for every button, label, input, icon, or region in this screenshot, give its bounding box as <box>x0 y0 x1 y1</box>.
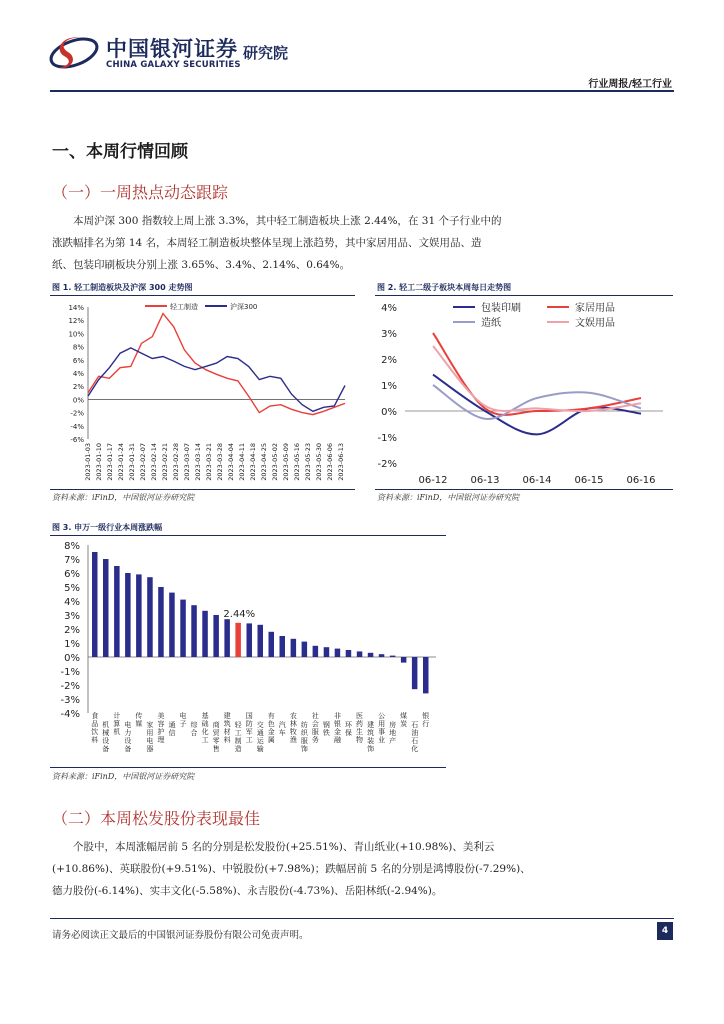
bar <box>368 653 374 657</box>
x-tick-label: 综合 <box>190 721 198 737</box>
figure2-top-rule <box>375 295 673 296</box>
y-tick-label: 3% <box>381 329 397 340</box>
x-tick-label: 2023-03-07 <box>183 443 191 481</box>
x-tick-label: 建筑装饰 <box>367 721 375 753</box>
figure1-top-rule <box>50 295 355 296</box>
legend-label: 沪深300 <box>230 303 258 311</box>
paragraph-line: (+10.86%)、英联股份(+9.51%)、中锐股份(+7.98%)；跌幅居前 5 名的分别是鸿博股份(-7.29%)、 <box>52 863 531 875</box>
x-tick-label: 社会服务 <box>311 712 319 744</box>
x-tick-label: 石油石化 <box>411 721 419 753</box>
y-tick-label: 1% <box>381 381 397 392</box>
y-tick-label: 2% <box>72 383 84 392</box>
x-tick-label: 2023-03-14 <box>194 443 202 481</box>
x-tick-label: 2023-01-03 <box>84 443 92 481</box>
legend-label: 造纸 <box>481 318 501 329</box>
figure2-chart <box>375 297 673 487</box>
x-tick-label: 非银金融 <box>333 712 341 744</box>
bar <box>158 587 164 657</box>
x-tick-label: 传媒 <box>135 712 143 728</box>
legend-label: 家居用品 <box>575 303 615 314</box>
x-tick-label: 钢铁 <box>322 721 330 737</box>
paragraph-line: 本周沪深 300 指数较上周上涨 3.3%，其中轻工制造板块上涨 2.44%，在 31 个子行业中的 <box>73 215 502 227</box>
y-tick-label: 6% <box>72 356 84 365</box>
x-tick-label: 商贸零售 <box>212 721 220 753</box>
y-tick-label: 1% <box>64 639 80 650</box>
bar <box>313 646 319 657</box>
y-tick-label: -2% <box>377 459 397 470</box>
x-tick-label: 电力设备 <box>124 721 132 753</box>
x-tick-label: 2023-03-28 <box>216 443 224 481</box>
x-tick-label: 2023-06-06 <box>326 443 334 481</box>
x-tick-label: 2023-04-18 <box>249 443 257 481</box>
x-tick-label: 基础化工 <box>201 712 209 744</box>
bar <box>125 573 131 657</box>
bar <box>269 632 275 657</box>
paragraph-line: 德力股份(-6.14%)、实丰文化(-5.58%)、永吉股份(-4.73%)、岳阳林纸(-2.94%)。 <box>52 885 443 897</box>
x-tick-label: 2023-04-04 <box>227 443 235 481</box>
bar <box>291 639 297 657</box>
figure1-chart <box>50 297 355 487</box>
y-tick-label: 5% <box>64 583 80 594</box>
bar <box>114 566 120 657</box>
figure1-bottom-rule <box>50 489 355 490</box>
x-tick-label: 06-12 <box>418 475 448 486</box>
x-tick-label: 通信 <box>168 721 176 737</box>
series-line <box>88 348 345 411</box>
y-tick-label: -4% <box>70 422 84 431</box>
y-tick-label: 4% <box>64 597 80 608</box>
x-tick-label: 美容护理 <box>157 712 165 744</box>
x-tick-label: 06-16 <box>626 475 656 486</box>
y-tick-label: 0% <box>381 407 397 418</box>
x-tick-label: 轻工制造 <box>234 721 242 753</box>
bar <box>390 656 396 657</box>
y-tick-label: -1% <box>377 433 397 444</box>
legend-label: 轻工制造 <box>170 303 198 311</box>
company-logo <box>48 32 100 74</box>
bar <box>180 600 186 657</box>
x-tick-label: 公用事业 <box>378 712 386 744</box>
paragraph-line: 个股中，本周涨幅居前 5 名的分别是松发股份(+25.51%)、青山纸业(+10.98%)、美利云 <box>73 841 495 853</box>
x-tick-label: 农林牧渔 <box>289 712 297 744</box>
x-tick-label: 煤炭 <box>400 712 408 728</box>
x-tick-label: 06-15 <box>574 475 604 486</box>
x-tick-label: 计算机 <box>113 712 121 736</box>
footer-disclaimer: 请务必阅读正文最后的中国银河证券股份有限公司免责声明。 <box>52 930 309 941</box>
bar <box>147 577 153 657</box>
x-tick-label: 2023-04-11 <box>238 443 246 481</box>
x-tick-label: 2023-05-23 <box>304 443 312 481</box>
figure3-bottom-rule <box>50 767 446 768</box>
bar <box>346 650 352 657</box>
bar <box>169 593 175 657</box>
bar <box>213 615 219 657</box>
y-tick-label: 7% <box>64 555 80 566</box>
x-tick-label: 房地产 <box>389 721 397 745</box>
footer-rule <box>50 918 674 919</box>
report-type: 行业周报/轻工行业 <box>588 79 672 90</box>
figure2-source: 资料来源：iFinD，中国银河证券研究院 <box>377 493 520 502</box>
x-tick-label: 2023-04-25 <box>260 443 268 481</box>
series-line <box>433 385 641 419</box>
bar <box>103 559 109 657</box>
x-tick-label: 交通运输 <box>256 721 264 753</box>
bar <box>202 611 208 657</box>
y-tick-label: 14% <box>68 304 84 312</box>
y-tick-label: 12% <box>68 317 84 326</box>
paragraph-stock-performance <box>52 836 562 902</box>
x-tick-label: 2023-05-16 <box>293 443 301 481</box>
bar <box>247 623 253 657</box>
bar <box>280 636 286 657</box>
x-tick-label: 机械设备 <box>102 721 110 753</box>
bar <box>136 574 142 657</box>
y-tick-label: 0% <box>72 396 84 405</box>
bar <box>335 649 341 657</box>
data-label: 2.44% <box>223 608 256 620</box>
section-title: 一、本周行情回顾 <box>52 142 188 162</box>
y-tick-label: 10% <box>68 330 84 339</box>
bar <box>357 651 363 657</box>
x-tick-label: 2023-05-02 <box>271 443 279 481</box>
x-tick-label: 2023-02-14 <box>150 443 158 481</box>
bar <box>191 605 197 657</box>
y-tick-label: -1% <box>60 667 80 678</box>
institute-label: 研究院 <box>243 44 289 62</box>
legend-label: 包装印刷 <box>481 303 521 314</box>
bar <box>423 657 429 693</box>
figure2-bottom-rule <box>375 489 673 490</box>
subsection-title: （二）本周松发股份表现最佳 <box>52 809 261 828</box>
figure3-top-rule <box>50 535 446 536</box>
x-tick-label: 电子 <box>179 712 187 728</box>
bar <box>302 642 308 657</box>
x-tick-label: 2023-05-30 <box>315 443 323 481</box>
figure1-source: 资料来源：iFinD，中国银河证券研究院 <box>52 493 195 502</box>
paragraph-line: 纸、包装印刷板块分别上涨 3.65%、3.4%、2.14%、0.64%。 <box>52 259 351 271</box>
x-tick-label: 2023-01-17 <box>106 443 114 481</box>
x-tick-label: 2023-02-21 <box>161 443 169 481</box>
x-tick-label: 2023-01-10 <box>95 443 103 481</box>
x-tick-label: 2023-01-24 <box>117 443 125 481</box>
bar <box>258 625 264 657</box>
y-tick-label: -2% <box>70 409 84 418</box>
x-tick-label: 银行 <box>422 712 430 728</box>
bar <box>92 552 98 657</box>
figure1-title: 图 1. 轻工制造板块及沪深 300 走势图 <box>52 283 193 292</box>
x-tick-label: 国防军工 <box>245 712 253 744</box>
x-tick-label: 食品饮料 <box>91 712 99 744</box>
y-tick-label: -3% <box>60 695 80 706</box>
x-tick-label: 2023-01-31 <box>128 443 136 481</box>
x-tick-label: 2023-05-09 <box>282 443 290 481</box>
y-tick-label: 3% <box>64 611 80 622</box>
bar <box>401 657 407 663</box>
paragraph-line: 涨跌幅排名为第 14 名，本周轻工制造板块整体呈现上涨趋势，其中家居用品、文娱用品、造 <box>52 237 482 249</box>
y-tick-label: 4% <box>381 303 397 314</box>
x-tick-label: 建筑材料 <box>223 712 231 744</box>
figure3-source: 资料来源：iFinD，中国银河证券研究院 <box>52 772 195 781</box>
x-tick-label: 2023-06-13 <box>337 443 345 481</box>
series-line <box>433 333 641 415</box>
subsection-title: （一）一周热点动态跟踪 <box>52 183 229 202</box>
y-tick-label: -4% <box>60 709 80 720</box>
x-tick-label: 纺织服饰 <box>300 721 308 753</box>
bar <box>235 623 241 657</box>
y-tick-label: 2% <box>381 355 397 366</box>
series-line <box>433 346 641 411</box>
header-rule <box>50 90 674 92</box>
bar <box>324 647 330 657</box>
figure3-title: 图 3. 申万一级行业本周涨跌幅 <box>52 523 163 532</box>
y-tick-label: 0% <box>64 653 80 664</box>
page-number: 4 <box>657 922 673 940</box>
paragraph-market-review <box>52 210 562 276</box>
x-tick-label: 环保 <box>345 721 352 737</box>
x-tick-label: 家用电器 <box>146 721 154 753</box>
x-tick-label: 汽车 <box>278 721 286 737</box>
logo-english-name: CHINA GALAXY SECURITIES <box>106 60 241 70</box>
x-tick-label: 2023-02-07 <box>139 443 147 481</box>
x-tick-label: 2023-03-21 <box>205 443 213 481</box>
y-tick-label: -6% <box>70 436 84 444</box>
y-tick-label: 4% <box>72 370 84 378</box>
figure3-chart <box>50 537 446 765</box>
y-tick-label: 8% <box>64 541 80 552</box>
bar <box>379 654 385 657</box>
x-tick-label: 医药生物 <box>356 712 364 744</box>
x-tick-label: 06-13 <box>470 475 500 486</box>
bar <box>224 619 230 657</box>
y-tick-label: 8% <box>72 343 84 352</box>
y-tick-label: 2% <box>64 625 80 636</box>
y-tick-label: -2% <box>60 681 80 692</box>
figure2-title: 图 2. 轻工二级子板块本周每日走势图 <box>377 283 512 292</box>
legend-label: 文娱用品 <box>575 318 615 329</box>
bar <box>412 657 418 689</box>
galaxy-logo-icon <box>48 32 100 74</box>
x-tick-label: 06-14 <box>522 475 552 486</box>
x-tick-label: 有色金属 <box>267 712 275 744</box>
y-tick-label: 6% <box>64 569 80 580</box>
logo-chinese-name: 中国银河证券 <box>106 37 238 61</box>
x-tick-label: 2023-02-28 <box>172 443 180 481</box>
